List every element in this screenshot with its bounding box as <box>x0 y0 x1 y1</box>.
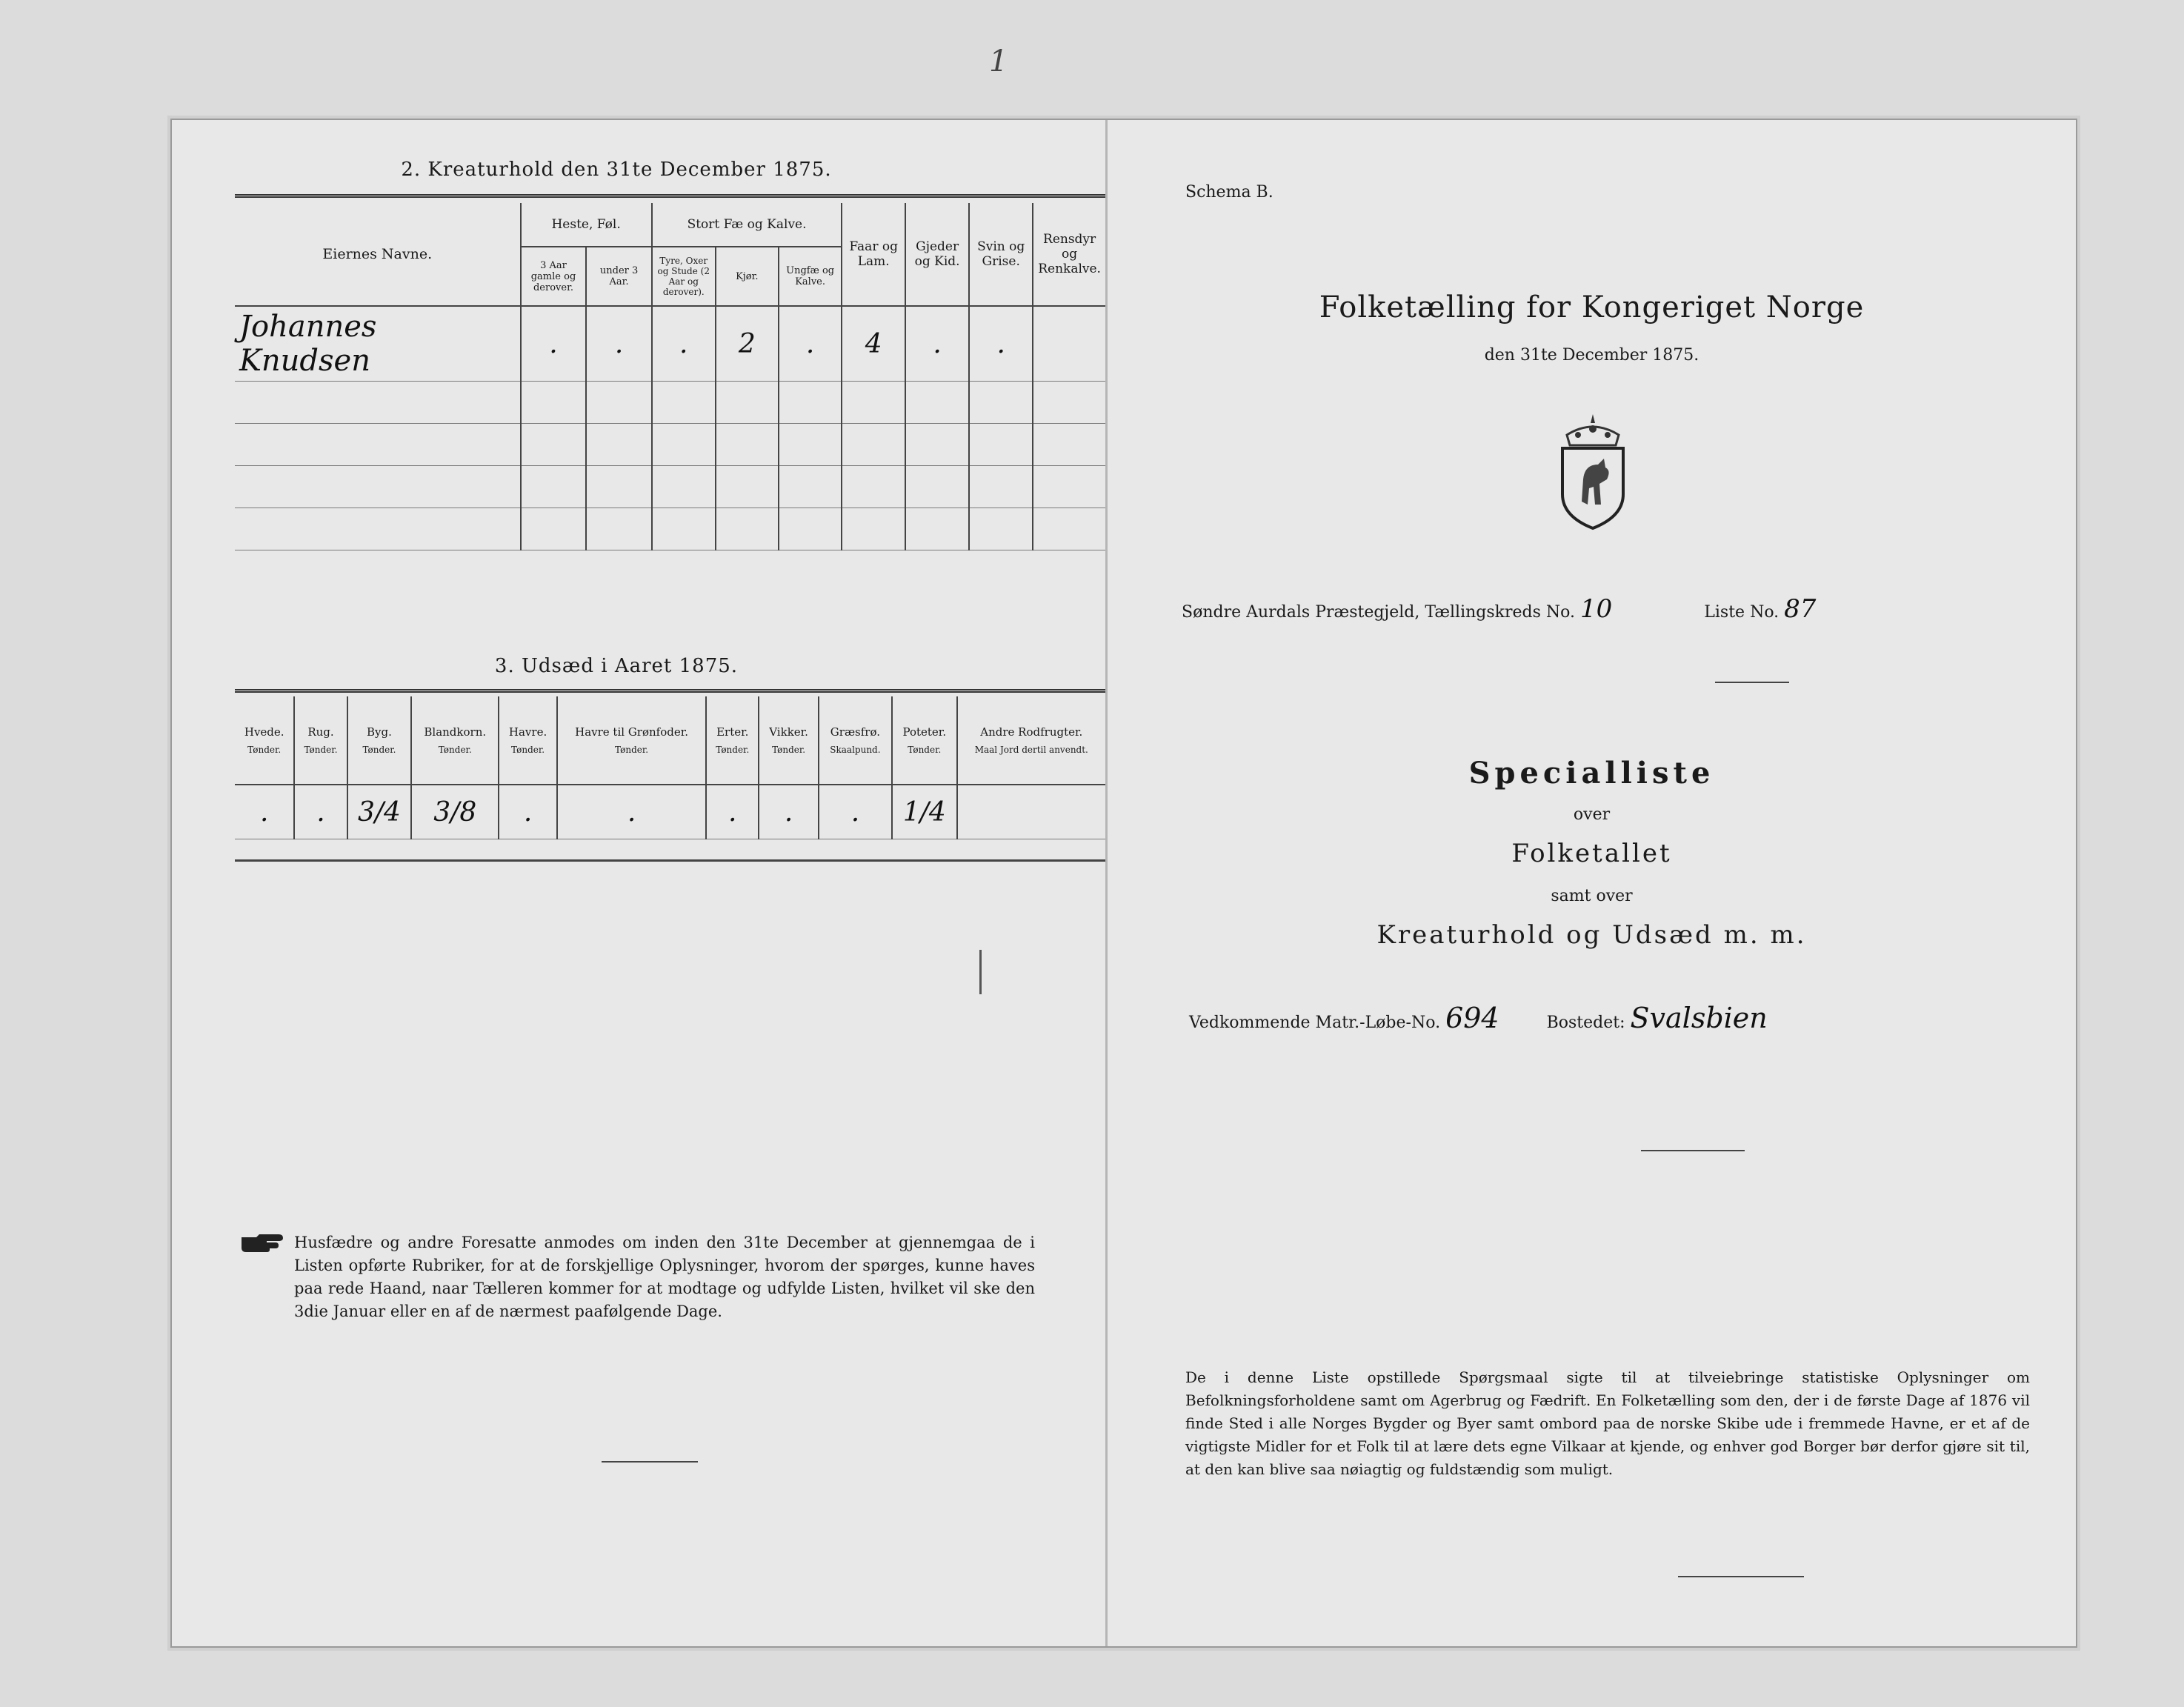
livestock-count-cell: . <box>779 306 842 382</box>
horses-old-header: 3 Aar gamle og derover. <box>521 247 587 306</box>
sowing-unit-label: Tønder. <box>304 745 338 755</box>
sowing-value-cell: . <box>706 785 759 839</box>
matr-label: Vedkommende Matr.-Løbe-No. <box>1189 1014 1441 1032</box>
livestock-count-cell: . <box>521 306 587 382</box>
livestock-count-cell <box>842 382 905 424</box>
livestock-count-cell <box>652 424 716 466</box>
livestock-count-cell <box>905 382 969 424</box>
left-page <box>172 120 1108 1646</box>
livestock-count-cell <box>779 382 842 424</box>
cattle-header: Stort Fæ og Kalve. <box>652 203 842 247</box>
sowing-title: 3. Udsæd i Aaret 1875. <box>494 655 739 677</box>
sowing-header-cell <box>499 696 557 785</box>
owner-name-cell <box>235 424 521 466</box>
livestock-count-cell <box>842 466 905 508</box>
sowing-crop-label: Hvede. <box>244 725 284 739</box>
sowing-top-rule <box>235 689 1105 693</box>
sowing-crop-label: Erter. <box>716 725 749 739</box>
livestock-count-cell <box>586 466 651 508</box>
bosted-label: Bostedet: <box>1546 1014 1625 1032</box>
sheep-header: Faar og Lam. <box>842 203 905 306</box>
livestock-count-cell <box>521 382 587 424</box>
livestock-title: 2. Kreaturhold den 31te December 1875. <box>401 159 832 181</box>
sowing-value-cell: . <box>819 785 892 839</box>
sowing-value-cell: 3/8 <box>411 785 499 839</box>
right-page <box>1108 120 2076 1646</box>
livestock-count-cell <box>652 508 716 550</box>
livestock-count-cell <box>521 424 587 466</box>
livestock-count-cell <box>1033 508 1105 550</box>
kreaturhold-title: Kreaturhold og Udsæd m. m. <box>1376 920 1807 950</box>
over-text-1: over <box>1573 805 1611 824</box>
pigs-header: Svin og Grise. <box>969 203 1033 306</box>
livestock-count-cell <box>779 466 842 508</box>
left-bottom-rule <box>602 1461 698 1463</box>
livestock-count-cell <box>586 508 651 550</box>
sowing-header-cell <box>957 696 1105 785</box>
parish-name: Søndre Aurdals Præstegjeld, <box>1182 603 1420 622</box>
livestock-count-cell <box>716 508 779 550</box>
folketallet-title: Folketallet <box>1511 839 1672 868</box>
livestock-count-cell: . <box>969 306 1033 382</box>
list-label: Liste No. <box>1704 603 1780 622</box>
sowing-crop-label: Poteter. <box>902 725 947 739</box>
livestock-count-cell <box>1033 466 1105 508</box>
sowing-header-cell <box>235 696 294 785</box>
livestock-row <box>235 466 1105 508</box>
sowing-unit-label: Tønder. <box>511 745 545 755</box>
sowing-crop-label: Vikker. <box>769 725 808 739</box>
census-date: den 31te December 1875. <box>1484 346 1699 365</box>
matr-number: 694 <box>1445 1002 1499 1034</box>
livestock-row <box>235 508 1105 550</box>
livestock-table <box>235 203 1105 550</box>
owner-name-cell <box>235 466 521 508</box>
livestock-count-cell <box>586 424 651 466</box>
livestock-count-cell <box>652 382 716 424</box>
livestock-count-cell <box>969 382 1033 424</box>
livestock-count-cell <box>652 466 716 508</box>
right-bottom-rule <box>1678 1576 1804 1577</box>
horses-header: Heste, Føl. <box>521 203 652 247</box>
sowing-unit-label: Tønder. <box>908 745 942 755</box>
livestock-count-cell: . <box>905 306 969 382</box>
livestock-count-cell <box>521 508 587 550</box>
livestock-count-cell <box>969 424 1033 466</box>
livestock-count-cell <box>1033 424 1105 466</box>
owner-name-cell <box>235 382 521 424</box>
sowing-crop-label: Havre. <box>508 725 547 739</box>
livestock-rows <box>235 306 1105 550</box>
owner-header: Eiernes Navne. <box>235 203 521 306</box>
sowing-crop-label: Andre Rodfrugter. <box>980 725 1083 739</box>
sowing-unit-label: Maal Jord dertil anvendt. <box>974 745 1088 755</box>
goats-header: Gjeder og Kid. <box>905 203 969 306</box>
livestock-count-cell <box>779 508 842 550</box>
district-label: Tællingskreds No. <box>1425 603 1576 622</box>
sowing-value-cell: . <box>235 785 294 839</box>
census-title: Folketælling for Kongeriget Norge <box>1319 290 1865 325</box>
district-number: 10 <box>1580 594 1613 624</box>
sowing-header-row <box>235 696 1105 785</box>
sowing-header-cell <box>706 696 759 785</box>
livestock-count-cell <box>1033 306 1105 382</box>
schema-label: Schema B. <box>1185 183 1274 202</box>
sowing-header-cell <box>294 696 347 785</box>
sowing-crop-label: Græsfrø. <box>830 725 881 739</box>
livestock-count-cell <box>716 382 779 424</box>
footnote-text: De i denne Liste opstillede Spørgsmaal sigte til at tilveiebringe statistiske Oplysninger om Befolkningsforholdene samt om Agerbrug og Fædrift. En Folketælling som den, der i de første Dage af 1876 vil finde Sted i alle Norges Bygder og Byer samt ombord paa de norske Skibe ude i fremmede Havne, er et af de vigtigste Midler for et Folk til at lære dets egne Vilkaar at kjende, og enhver god Borger bør derfor gjøre sit til, at den kan blive saa nøiagtig og fuldstændig som muligt. <box>1185 1368 2030 1478</box>
livestock-count-cell: 2 <box>716 306 779 382</box>
sowing-value-cell <box>957 785 1105 839</box>
horses-young-header: under 3 Aar. <box>586 247 651 306</box>
livestock-count-cell <box>905 424 969 466</box>
livestock-count-cell <box>521 466 587 508</box>
reindeer-header: Rensdyr og Renkalve. <box>1033 203 1105 306</box>
sowing-crop-label: Rug. <box>307 725 334 739</box>
matr-line <box>1189 1002 2041 1034</box>
sowing-table <box>235 696 1105 839</box>
livestock-count-cell <box>905 466 969 508</box>
livestock-count-cell <box>586 382 651 424</box>
owner-name-cell: Johannes Knudsen <box>235 306 521 382</box>
sowing-header-cell <box>819 696 892 785</box>
cattle-bulls-header: Tyre, Oxer og Stude (2 Aar og derover). <box>652 247 716 306</box>
samt-over-text: samt over <box>1551 887 1633 905</box>
instruction-notice: Husfædre og andre Foresatte anmodes om inden den 31te December at gjennemgaa de i Listen opførte Rubriker, for at de forskjellige Oplysninger, hvorom der spørges, kunne haves paa rede Haand, naar Tælleren kommer for at modtage og udfylde Listen, hvilket vil ske den 3die Januar eller en af de nærmest paafølgende Dage. <box>294 1234 1035 1320</box>
pencil-tick-mark <box>979 950 985 994</box>
livestock-count-cell <box>969 466 1033 508</box>
livestock-top-rule <box>235 194 1105 198</box>
sowing-unit-label: Tønder. <box>438 745 472 755</box>
sowing-header-cell <box>557 696 706 785</box>
coat-of-arms-icon <box>1552 413 1634 531</box>
cattle-young-header: Ungfæ og Kalve. <box>779 247 842 306</box>
sowing-header-cell <box>411 696 499 785</box>
livestock-count-cell <box>969 508 1033 550</box>
sowing-unit-label: Tønder. <box>362 745 396 755</box>
livestock-count-cell: . <box>652 306 716 382</box>
sowing-value-row <box>235 785 1105 839</box>
sowing-header-cell <box>347 696 412 785</box>
sowing-crop-label: Blandkorn. <box>424 725 487 739</box>
sowing-crop-label: Byg. <box>367 725 392 739</box>
livestock-row <box>235 424 1105 466</box>
census-sheet <box>170 119 2077 1648</box>
sowing-unit-label: Skaalpund. <box>830 745 881 755</box>
sowing-unit-label: Tønder. <box>772 745 806 755</box>
livestock-count-cell <box>842 424 905 466</box>
specialliste-title: Specialliste <box>1468 756 1715 791</box>
sowing-unit-label: Tønder. <box>247 745 282 755</box>
livestock-count-cell <box>1033 382 1105 424</box>
right-divider-1 <box>1715 682 1789 683</box>
livestock-count-cell <box>716 424 779 466</box>
sowing-value-cell: . <box>557 785 706 839</box>
livestock-row <box>235 382 1105 424</box>
livestock-row <box>235 306 1105 382</box>
sowing-unit-label: Tønder. <box>615 745 649 755</box>
livestock-count-cell: 4 <box>842 306 905 382</box>
livestock-count-cell <box>716 466 779 508</box>
sowing-bottom-rule <box>235 859 1105 862</box>
right-divider-2 <box>1641 1150 1745 1151</box>
bosted-value: Svalsbien <box>1630 1002 1768 1034</box>
sowing-header-cell <box>892 696 957 785</box>
district-line <box>1182 594 2034 624</box>
sowing-unit-label: Tønder. <box>716 745 750 755</box>
livestock-count-cell <box>779 424 842 466</box>
sowing-value-cell: . <box>759 785 818 839</box>
owner-name-cell <box>235 508 521 550</box>
cattle-cows-header: Kjør. <box>716 247 779 306</box>
sowing-value-cell: 1/4 <box>892 785 957 839</box>
top-pencil-mark: 1 <box>989 44 1008 79</box>
sowing-value-cell: 3/4 <box>347 785 412 839</box>
livestock-count-cell <box>905 508 969 550</box>
pointing-hand-icon <box>240 1231 284 1254</box>
livestock-count-cell: . <box>586 306 651 382</box>
sowing-value-cell: . <box>499 785 557 839</box>
sowing-crop-label: Havre til Grønfoder. <box>575 725 689 739</box>
list-number: 87 <box>1784 594 1817 624</box>
sowing-value-cell: . <box>294 785 347 839</box>
sowing-header-cell <box>759 696 818 785</box>
livestock-count-cell <box>842 508 905 550</box>
